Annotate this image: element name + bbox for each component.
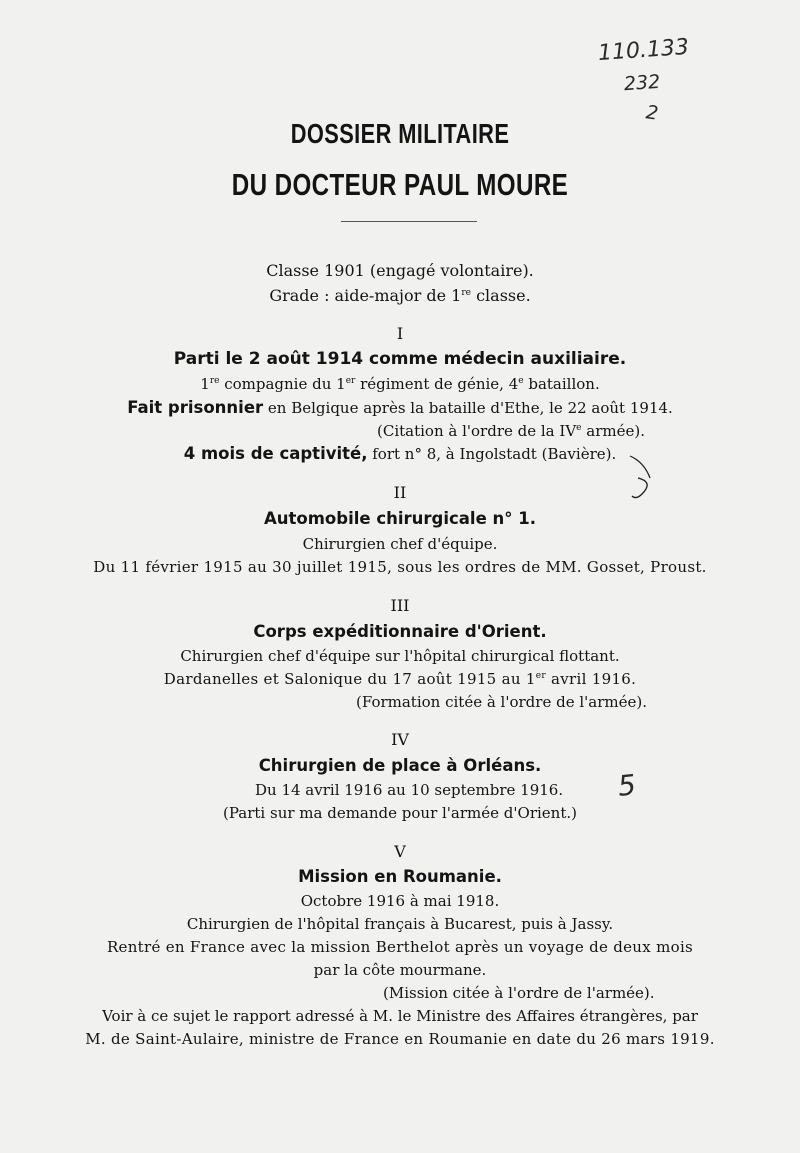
section-2-line-2: Du 11 février 1915 au 30 juillet 1915, sous les ordres de MM. Gosset, Proust.	[93, 558, 707, 576]
section-5-line-1: Octobre 1916 à mai 1918.	[300, 892, 500, 910]
section-3-line-1: Chirurgien chef d'équipe sur l'hôpital chirurgical flottant.	[180, 647, 620, 665]
compagnie-line: 1re compagnie du 1er régiment de génie, 4e bataillon.	[200, 375, 600, 393]
handwritten-number: 232	[623, 70, 661, 96]
prisonnier-line: Fait prisonnier en Belgique après la bataille d'Ethe, le 22 août 1914.	[127, 398, 673, 417]
section-4-line-1: Du 14 avril 1916 au 10 septembre 1916.	[255, 781, 564, 799]
grade-line: Grade : aide-major de 1re classe.	[269, 286, 531, 305]
citation-line-1: (Citation à l'ordre de la IVe armée).	[377, 422, 645, 440]
section-heading-4: Chirurgien de place à Orléans.	[258, 756, 542, 775]
section-2-line-1: Chirurgien chef d'équipe.	[302, 535, 498, 553]
section-3-line-3: (Formation citée à l'ordre de l'armée).	[356, 693, 647, 711]
section-5-line-4: par la côte mourmane.	[313, 961, 487, 979]
handwritten-number-small: 2	[644, 101, 660, 125]
section-5-line-2: Chirurgien de l'hôpital français à Bucarest, puis à Jassy.	[186, 915, 614, 933]
section-5-line-5: (Mission citée à l'ordre de l'armée).	[383, 984, 655, 1002]
section-numeral-2: II	[393, 483, 407, 502]
handwritten-page-mark-5: 5	[616, 768, 638, 803]
section-numeral-5: V	[394, 842, 406, 861]
handwritten-shelfmark: 110.133	[597, 34, 690, 67]
classe-line: Classe 1901 (engagé volontaire).	[266, 261, 534, 280]
section-heading-5: Mission en Roumanie.	[298, 867, 502, 886]
section-numeral-4: IV	[391, 730, 409, 749]
section-4-line-2: (Parti sur ma demande pour l'armée d'Orient.)	[223, 804, 577, 822]
section-5-line-7: M. de Saint-Aulaire, ministre de France en Roumanie en date du 26 mars 1919.	[85, 1030, 715, 1048]
title-divider	[341, 221, 477, 222]
section-5-line-3: Rentré en France avec la mission Berthelot après un voyage de deux mois	[106, 938, 694, 956]
section-3-line-2: Dardanelles et Salonique du 17 août 1915 au 1er avril 1916.	[163, 670, 637, 688]
section-numeral-1: I	[396, 324, 404, 343]
section-heading-2: Automobile chirurgicale n° 1.	[264, 509, 536, 528]
title-line-1: DOSSIER MILITAIRE	[290, 118, 510, 149]
section-numeral-3: III	[390, 596, 410, 615]
captivite-line: 4 mois de captivité, fort n° 8, à Ingolstadt (Bavière).	[183, 444, 617, 463]
section-heading-1: Parti le 2 août 1914 comme médecin auxiliaire.	[173, 349, 627, 369]
title-line-2: DU DOCTEUR PAUL MOURE	[231, 167, 569, 202]
section-heading-3: Corps expéditionnaire d'Orient.	[253, 622, 547, 641]
section-5-line-6: Voir à ce sujet le rapport adressé à M. le Ministre des Affaires étrangères, par	[102, 1007, 698, 1025]
